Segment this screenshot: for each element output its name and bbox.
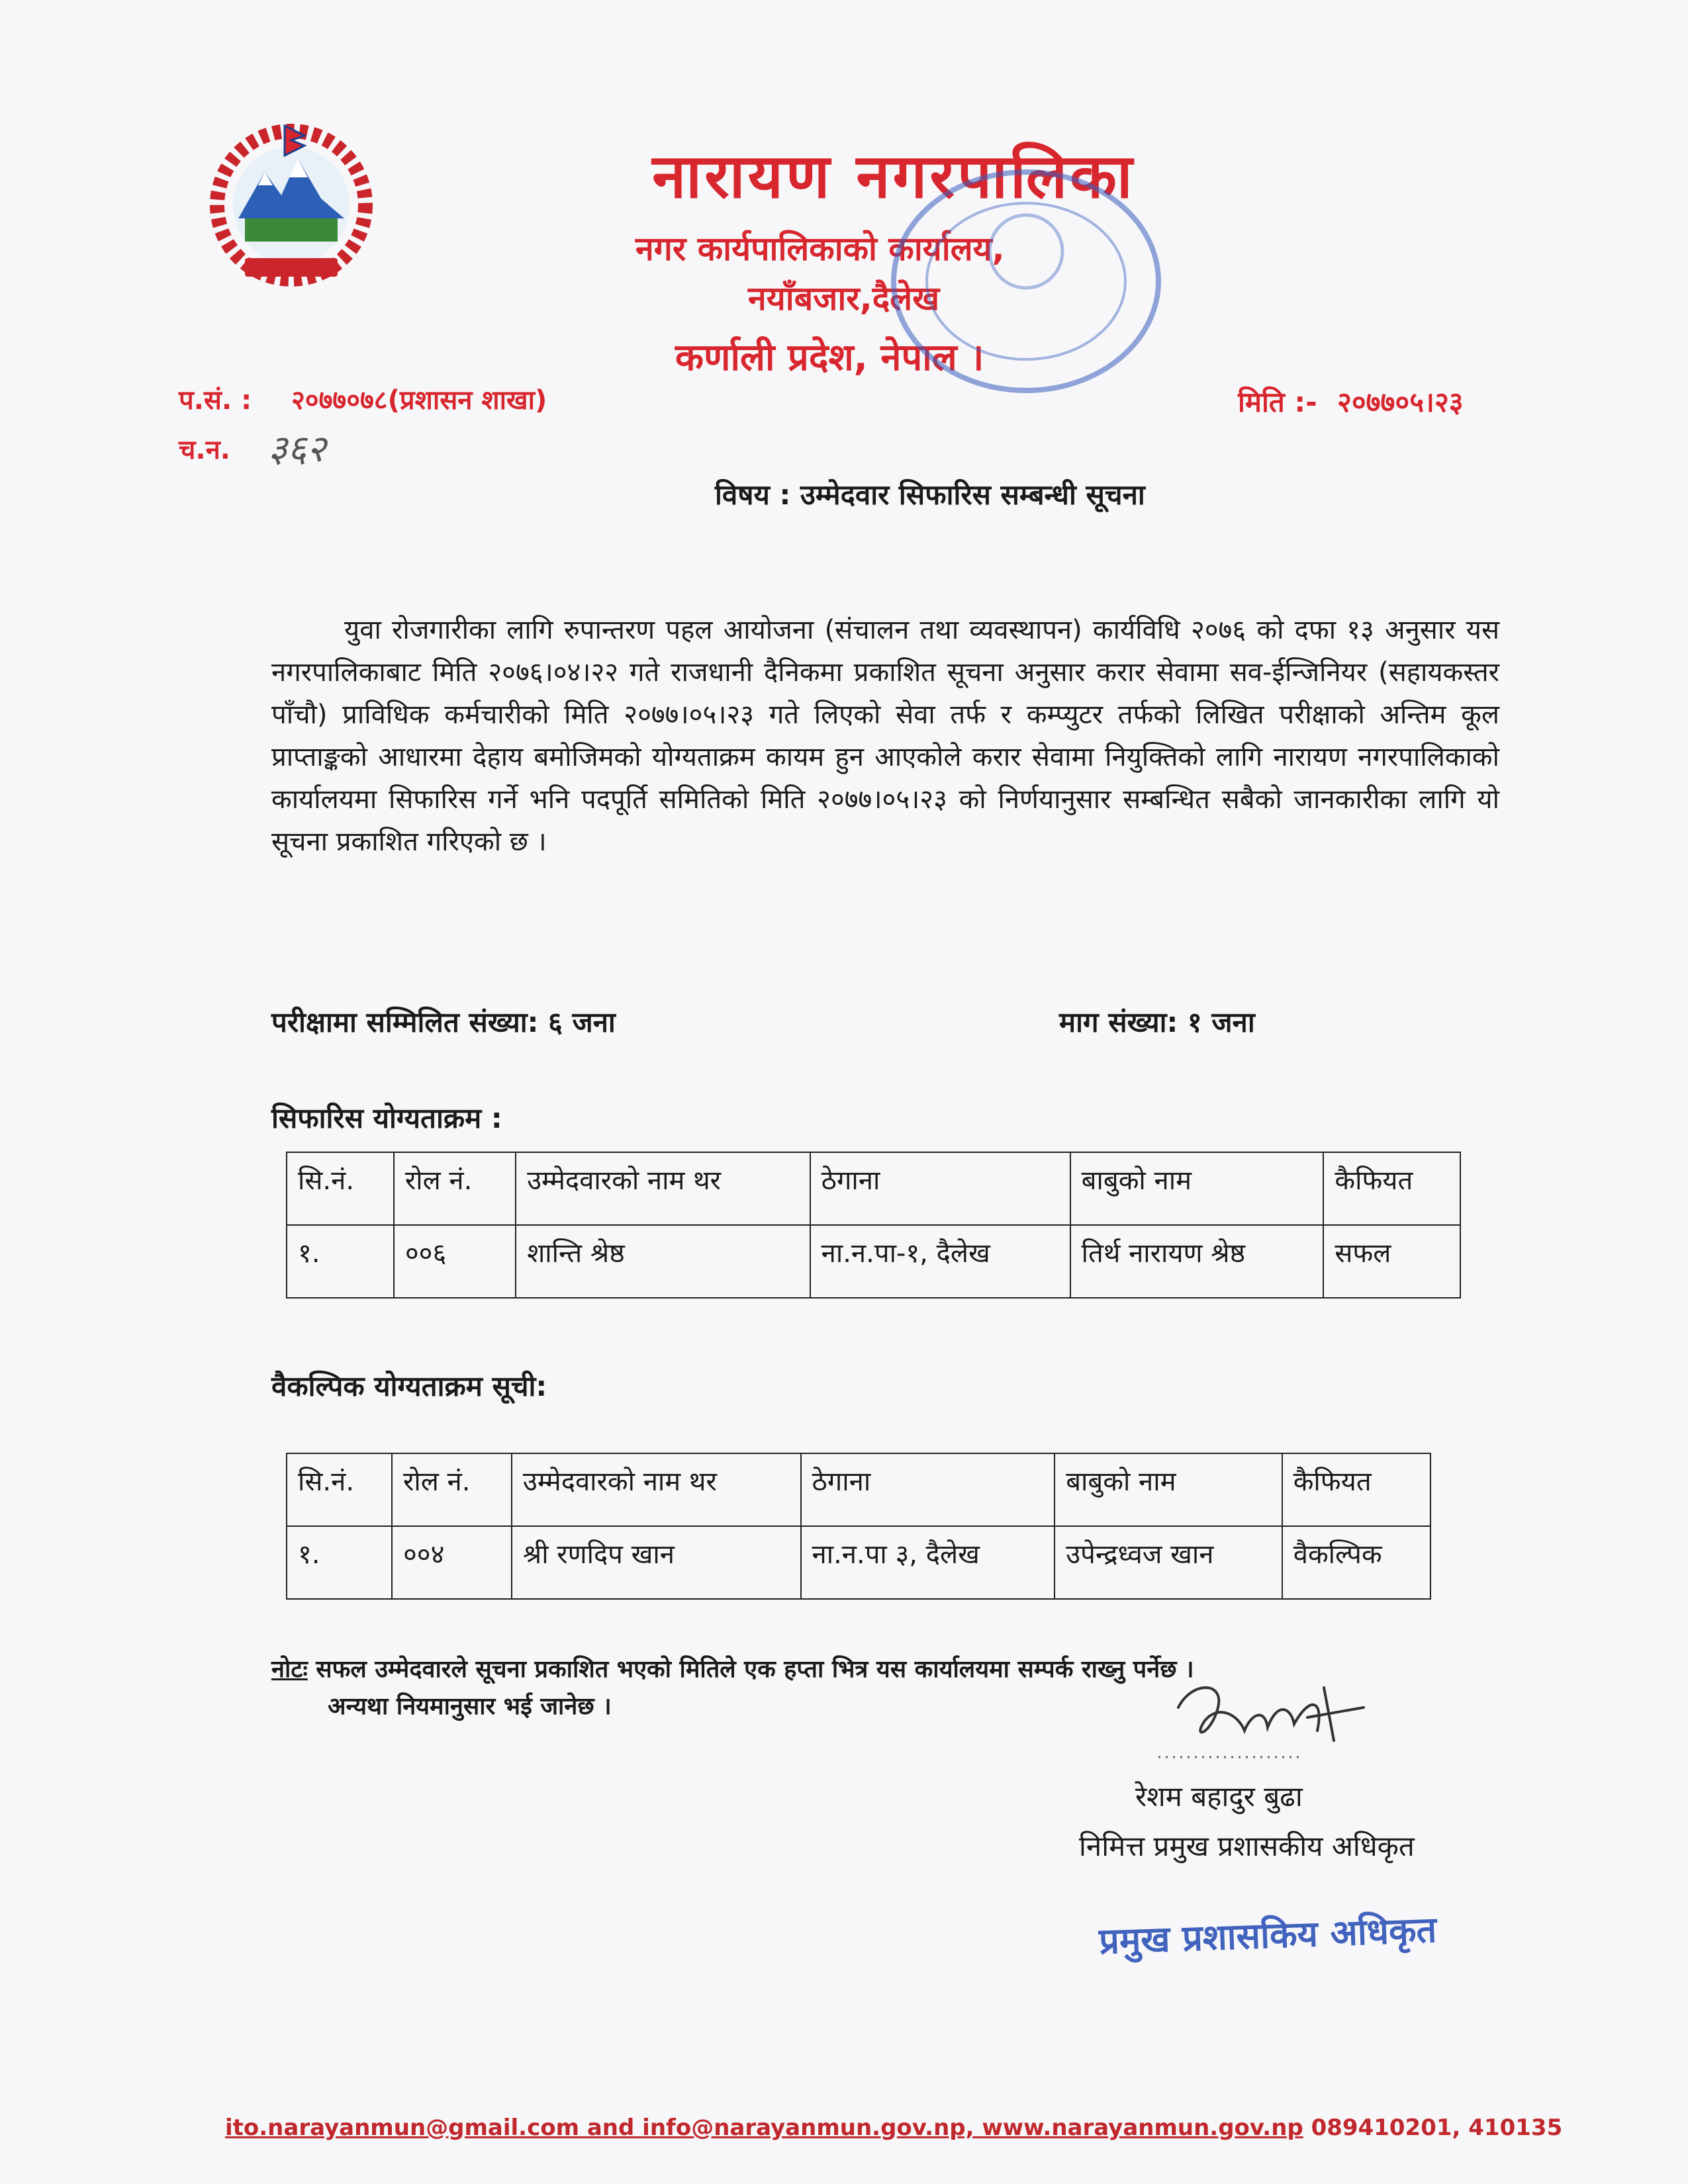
table-cell: श्री रणदिप खान [512, 1526, 801, 1599]
address-line-1: नगर कार्यपालिकाको कार्यालय, [635, 230, 1005, 268]
note-block [271, 1651, 1194, 1725]
reference-number: २०७७०७८(प्रशासन शाखा) [291, 385, 547, 416]
header-cell: कैफियत [1323, 1152, 1460, 1225]
nepal-emblem-icon [199, 119, 384, 291]
footer-contact [225, 2115, 1562, 2141]
participant-count: परीक्षामा सम्मिलित संख्या: ६ जना [271, 1006, 616, 1038]
note-line-1: सफल उम्मेदवारले सूचना प्रकाशित भएको मितिले एक हप्ता भित्र यस कार्यालयमा सम्पर्क राख्नु पर्नेछ । [316, 1656, 1194, 1683]
signer-title: निमित्त प्रमुख प्रशासकीय अधिकृत [1079, 1830, 1415, 1862]
header-cell: ठेगाना [801, 1453, 1055, 1526]
header-cell: सि.नं. [287, 1152, 394, 1225]
header-cell: बाबुको नाम [1055, 1453, 1282, 1526]
officer-stamp: प्रमुख प्रशासकिय अधिकृत [1098, 1909, 1438, 1962]
table-cell: वैकल्पिक [1282, 1526, 1430, 1599]
demand-count: माग संख्या: १ जना [1059, 1006, 1255, 1038]
table-cell: ००६ [394, 1225, 516, 1298]
note-line-2: अन्यथा नियमानुसार भई जानेछ । [328, 1693, 612, 1720]
recommended-title: सिफारिस योग्यताक्रम : [271, 1102, 502, 1134]
header-cell: रोल नं. [394, 1152, 516, 1225]
table-cell: ना.न.पा ३, दैलेख [801, 1526, 1055, 1599]
table-cell: सफल [1323, 1225, 1460, 1298]
table-header-row [287, 1152, 1460, 1225]
header-cell: उम्मेदवारको नाम थर [512, 1453, 801, 1526]
table-cell: ००४ [392, 1526, 512, 1599]
table-row [287, 1526, 1430, 1599]
header-cell: सि.नं. [287, 1453, 392, 1526]
header-cell: रोल नं. [392, 1453, 512, 1526]
table-cell: १. [287, 1225, 394, 1298]
table-header-row [287, 1453, 1430, 1526]
header-cell: उम्मेदवारको नाम थर [516, 1152, 810, 1225]
org-name: नारायण नगरपालिका [652, 141, 1135, 212]
footer-phones: 089410201, 410135 [1311, 2115, 1563, 2141]
subject-line: विषय : उम्मेदवार सिफारिस सम्बन्धी सूचना [715, 478, 1145, 511]
signer-name: रेशम बहादुर बुढा [1135, 1780, 1303, 1813]
header-cell: कैफियत [1282, 1453, 1430, 1526]
table-row [287, 1225, 1460, 1298]
table-cell: ना.न.पा-१, दैलेख [810, 1225, 1070, 1298]
header-cell: बाबुको नाम [1070, 1152, 1324, 1225]
dispatch-label: च.न. [179, 435, 230, 465]
alternate-table [286, 1453, 1431, 1600]
address-line-2: नयाँबजार,दैलेख [748, 279, 940, 318]
note-label: नोटः [271, 1656, 308, 1683]
body-paragraph: युवा रोजगारीका लागि रुपान्तरण पहल आयोजना (संचालन तथा व्यवस्थापन) कार्यविधि २०७६ को दफा १३ अनुसार यस नगरपालिकाबाट मिति २०७६।०४।२२ गते राजधानी दैनिकमा प्रकाशित सूचना अनुसार करार सेवामा सव-ईन्जिनियर (सहायकस्तर पाँचौ) प्राविधिक कर्मचारीको मिति २०७७।०५।२३ गते लिएको सेवा तर्फ र कम्प्युटर तर्फको लिखित परीक्षाको अन्तिम कूल प्राप्ताङ्कको आधारमा देहाय बमोजिमको योग्यताक्रम कायम हुन आएकोले करार सेवामा नियुक्तिको लागि नारायण नगरपालिकाको कार्यालयमा सिफारिस गर्ने भनि पदपूर्ति समितिको मिति २०७७।०५।२३ को निर्णयानुसार सम्बन्धित सबैको जानकारीका लागि यो सूचना प्रकाशित गरिएको छ । [271, 615, 1499, 857]
header-cell: ठेगाना [810, 1152, 1070, 1225]
footer-links: ito.narayanmun@gmail.com and info@narayanmun.gov.np, www.narayanmun.gov.np [225, 2115, 1303, 2141]
address-line-3: कर्णाली प्रदेश, नेपाल । [675, 336, 984, 379]
alternate-title: वैकल्पिक योग्यताक्रम सूची: [271, 1370, 547, 1402]
table-cell: शान्ति श्रेष्ठ [516, 1225, 810, 1298]
reference-label: प.सं. : [179, 385, 252, 416]
office-seal-icon [880, 159, 1172, 404]
handwritten-signature [1152, 1668, 1390, 1767]
recommended-table [286, 1152, 1461, 1298]
table-cell: १. [287, 1526, 392, 1599]
dispatch-number: ३६२ [268, 428, 326, 471]
table-cell: तिर्थ नारायण श्रेष्ठ [1070, 1225, 1324, 1298]
table-cell: उपेन्द्रध्वज खान [1055, 1526, 1282, 1599]
date-value: २०७७०५।२३ [1337, 386, 1464, 418]
date-label: मिति :- [1238, 386, 1317, 418]
